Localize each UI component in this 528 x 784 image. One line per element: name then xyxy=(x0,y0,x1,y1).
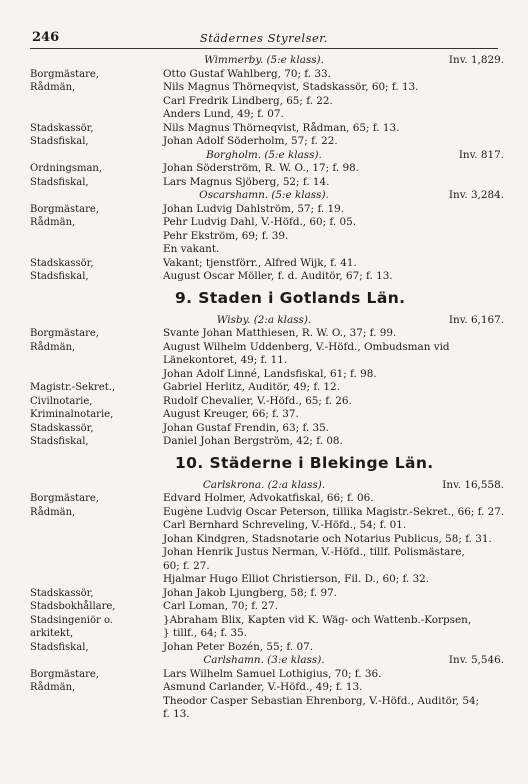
entry-line xyxy=(0,627,528,641)
official-entry: Johan Henrik Justus Nerman, V.-Höfd., tillf. Polismästare, xyxy=(163,546,465,558)
entry-line xyxy=(0,573,528,587)
entry-line xyxy=(0,435,528,449)
header-rule xyxy=(30,48,498,49)
official-entry: Pehr Ekström, 69; f. 39. xyxy=(163,229,289,242)
entry-line xyxy=(0,203,528,217)
entry-line xyxy=(0,708,528,722)
page-number: 246 xyxy=(32,30,60,45)
office-label: Kriminalnotarie, xyxy=(30,409,114,420)
population-count: Inv. 817. xyxy=(458,148,504,161)
entry-line xyxy=(0,614,528,628)
office-label: Rådmän, xyxy=(30,341,76,353)
entry-line xyxy=(0,81,528,95)
entry-line xyxy=(0,506,528,520)
entry-line xyxy=(0,492,528,506)
entry-line xyxy=(0,533,528,547)
population-count: Inv. 16,558. xyxy=(442,478,504,491)
entry-line xyxy=(0,381,528,395)
office-label: Stadsfiskal, xyxy=(30,271,89,282)
official-entry: Lars Wilhelm Samuel Lothigius, 70; f. 36. xyxy=(163,667,382,680)
town-heading xyxy=(0,479,528,493)
official-entry: Johan Jakob Ljungberg, 58; f. 97. xyxy=(163,586,337,599)
office-label: Rådmän, xyxy=(30,82,76,93)
running-title: Städernes Styrelser. xyxy=(199,31,329,45)
official-entry: Lars Magnus Sjöberg, 52; f. 14. xyxy=(163,175,330,188)
entry-line xyxy=(0,408,528,422)
official-entry: Pehr Ludvig Dahl, V.-Höfd., 60; f. 05. xyxy=(163,216,357,228)
official-entry: Gabriel Herlitz, Auditör, 49; f. 12. xyxy=(163,381,340,393)
entry-line xyxy=(0,176,528,190)
population-count: Inv. 6,167. xyxy=(448,313,504,326)
office-label: Rådmän, xyxy=(30,506,76,518)
official-entry: Hjalmar Hugo Elliot Christierson, Fil. D., 60; f. 32. xyxy=(163,573,430,585)
office-label: Stadsfiskal, xyxy=(30,436,89,447)
official-entry: August Wilhelm Uddenberg, V.-Höfd., Ombudsman vid xyxy=(163,340,450,353)
entry-line xyxy=(0,422,528,436)
official-entry: Johan Adolf Linné, Landsfiskal, 61; f. 98. xyxy=(163,367,377,380)
official-entry: Länekontoret, 49; f. 11. xyxy=(163,354,288,366)
official-entry: Otto Gustaf Wahlberg, 70; f. 33. xyxy=(163,67,331,80)
population-count: Inv. 5,546. xyxy=(448,654,504,666)
official-entry: Nils Magnus Thörneqvist, Stadskassör, 60; f. 13. xyxy=(163,81,419,93)
office-label: Stadskassör, xyxy=(30,587,94,599)
official-entry: August Kreuger, 66; f. 37. xyxy=(163,408,299,420)
entry-line xyxy=(0,230,528,244)
entry-line xyxy=(0,68,528,82)
office-label: Stadsfiskal, xyxy=(30,136,89,147)
official-entry: }Abraham Blix, Kapten vid K. Wäg- och Wattenb.-Korpsen, xyxy=(163,613,472,626)
document-body xyxy=(0,54,528,722)
official-entry: Eugène Ludvig Oscar Peterson, tillika Magistr.-Sekret., 66; f. 27. xyxy=(163,505,505,518)
entry-line xyxy=(0,108,528,122)
official-entry: Johan Adolf Söderholm, 57; f. 22. xyxy=(163,135,338,147)
town-heading xyxy=(0,149,528,163)
official-entry: Anders Lund, 49; f. 07. xyxy=(163,108,284,120)
office-label: Ordningsman, xyxy=(30,163,103,174)
official-entry: 60; f. 27. xyxy=(163,559,210,572)
section-title: 10. Städerne i Blekinge Län. xyxy=(175,453,434,472)
entry-line xyxy=(0,327,528,341)
office-label: Stadskassör, xyxy=(30,257,94,269)
entry-line xyxy=(0,587,528,601)
town-name: Carlskrona. (2:a klass). xyxy=(202,478,326,491)
official-entry: Nils Magnus Thörneqvist, Rådman, 65; f. 13. xyxy=(163,121,400,134)
entry-line xyxy=(0,257,528,271)
official-entry: Carl Bernhard Schreveling, V.-Höfd., 54; f. 01. xyxy=(163,519,407,531)
entry-line xyxy=(0,560,528,574)
entry-line xyxy=(0,519,528,533)
entry-line xyxy=(0,681,528,695)
official-entry: } tillf., 64; f. 35. xyxy=(163,627,248,639)
official-entry: Edvard Holmer, Advokatfiskal, 66; f. 06. xyxy=(163,492,374,504)
entry-line xyxy=(0,395,528,409)
office-label: Civilnotarie, xyxy=(30,395,93,407)
office-label: Borgmästare, xyxy=(30,328,99,339)
entry-line xyxy=(0,270,528,284)
office-label: Magistr.-Sekret., xyxy=(30,382,116,393)
office-label: Borgmästare, xyxy=(30,203,99,215)
entry-line xyxy=(0,695,528,709)
entry-line xyxy=(0,122,528,136)
office-label: Borgmästare, xyxy=(30,493,99,504)
town-name: Wisby. (2:a klass). xyxy=(216,313,312,326)
office-label: Stadsfiskal, xyxy=(30,176,89,188)
entry-line xyxy=(0,354,528,368)
office-label: arkitekt, xyxy=(30,628,74,639)
population-count: Inv. 3,284. xyxy=(448,189,504,201)
entry-line xyxy=(0,341,528,355)
official-entry: En vakant. xyxy=(163,243,220,255)
official-entry: Johan Gustaf Frendin, 63; f. 35. xyxy=(163,421,330,434)
entry-line xyxy=(0,668,528,682)
official-entry: Carl Fredrik Lindberg, 65; f. 22. xyxy=(163,94,333,107)
section-heading xyxy=(0,449,528,479)
office-label: Stadskassör, xyxy=(30,122,94,134)
town-heading xyxy=(0,654,528,668)
official-entry: Johan Söderström, R. W. O., 17; f. 98. xyxy=(163,162,359,174)
entry-line xyxy=(0,162,528,176)
official-entry: Johan Kindgren, Stadsnotarie och Notarius Publicus, 58; f. 31. xyxy=(163,532,492,545)
town-heading xyxy=(0,189,528,203)
section-heading xyxy=(0,284,528,314)
entry-line xyxy=(0,546,528,560)
official-entry: August Oscar Möller, f. d. Auditör, 67; f. 13. xyxy=(163,270,393,282)
entry-line xyxy=(0,641,528,655)
entry-line xyxy=(0,368,528,382)
official-entry: Johan Peter Bozén, 55; f. 07. xyxy=(163,640,314,653)
entry-line xyxy=(0,243,528,257)
official-entry: Theodor Casper Sebastian Ehrenborg, V.-Höfd., Auditör, 54; xyxy=(163,694,480,707)
office-label: Rådmän, xyxy=(30,217,76,228)
office-label: Rådmän, xyxy=(30,682,76,693)
office-label: Borgmästare, xyxy=(30,68,99,80)
office-label: Borgmästare, xyxy=(30,668,99,680)
town-heading xyxy=(0,54,528,68)
entry-line xyxy=(0,95,528,109)
official-entry: Rudolf Chevalier, V.-Höfd., 65; f. 26. xyxy=(163,394,352,407)
office-label: Stadskassör, xyxy=(30,422,94,434)
town-name: Wimmerby. (5:e klass). xyxy=(204,54,324,66)
entry-line xyxy=(0,600,528,614)
town-name: Oscarshamn. (5:e klass). xyxy=(199,189,329,201)
town-name: Carlshamn. (3:e klass). xyxy=(203,654,325,666)
official-entry: Daniel Johan Bergström, 42; f. 08. xyxy=(163,435,343,447)
official-entry: Johan Ludvig Dahlström, 57; f. 19. xyxy=(163,202,345,215)
official-entry: Vakant; tjenstförr., Alfred Wijk, f. 41. xyxy=(163,256,357,269)
official-entry: Carl Loman, 70; f. 27. xyxy=(163,600,278,612)
population-count: Inv. 1,829. xyxy=(448,54,504,66)
section-title: 9. Staden i Gotlands Län. xyxy=(175,288,406,307)
entry-line xyxy=(0,216,528,230)
town-heading xyxy=(0,314,528,328)
office-label: Stadsbokhållare, xyxy=(30,601,116,612)
official-entry: Svante Johan Matthiesen, R. W. O., 37; f. 99. xyxy=(163,327,397,339)
entry-line xyxy=(0,135,528,149)
official-entry: Asmund Carlander, V.-Höfd., 49; f. 13. xyxy=(163,681,363,693)
office-label: Stadsfiskal, xyxy=(30,641,89,653)
office-label: Stadsingeniör o. xyxy=(30,614,113,626)
official-entry: f. 13. xyxy=(163,708,190,720)
page-header xyxy=(26,30,502,46)
town-name: Borgholm. (5:e klass). xyxy=(206,148,322,161)
